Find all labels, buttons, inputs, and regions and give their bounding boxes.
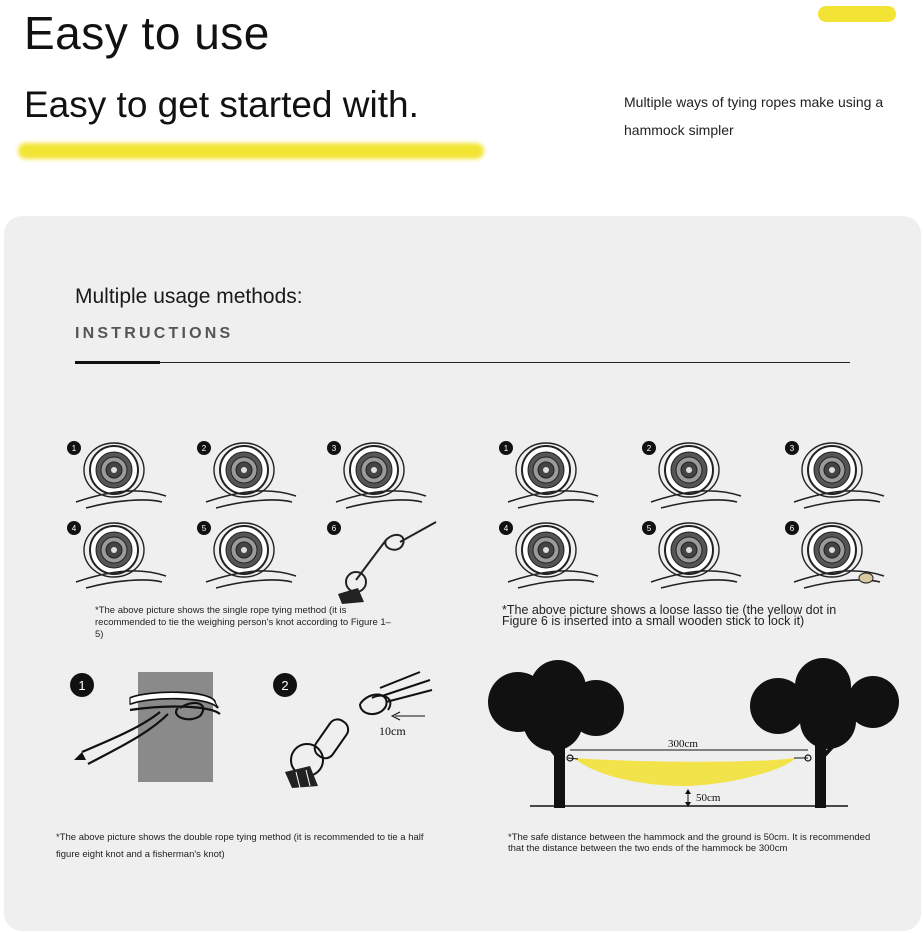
step-number: 4 (71, 524, 77, 533)
side-note: Multiple ways of tying ropes make using a hammock simpler (624, 94, 884, 138)
step-number: 1 (503, 444, 509, 453)
svg-text:2: 2 (281, 678, 289, 693)
lasso-step-4 (499, 521, 598, 588)
step-number: 2 (201, 444, 207, 453)
lasso-step-1 (499, 441, 598, 508)
step-number: 6 (789, 524, 795, 533)
single-rope-caption: *The above picture shows the single rope tying method (it is recommended to tie the weighing person's knot according to Figure 1–5) (95, 605, 391, 640)
step-number: 3 (789, 444, 795, 453)
hammock-body (574, 758, 796, 786)
page-title: Easy to use (24, 7, 270, 59)
span-label: 300cm (668, 738, 698, 750)
step-number: 1 (71, 444, 77, 453)
single-rope-step-1 (67, 441, 166, 508)
step-number: 3 (331, 444, 337, 453)
single-rope-step-5 (197, 521, 296, 588)
lasso-caption: *The above picture shows a loose lasso tie (the yellow dot in Figure 6 is inserted into a small wooden stick to lock it) (502, 603, 837, 628)
left-tree-icon (488, 660, 624, 808)
single-rope-step-6 (327, 521, 436, 604)
wooden-stick-icon (859, 573, 873, 583)
lasso-step-2 (642, 441, 741, 508)
lasso-step-6 (785, 521, 884, 588)
step-badge-1 (70, 673, 94, 697)
single-rope-grid (66, 440, 476, 610)
lasso-grid (498, 440, 923, 610)
svg-text:1: 1 (78, 678, 86, 693)
divider-line (160, 362, 850, 363)
section-subtitle: INSTRUCTIONS (75, 325, 234, 342)
measure-10cm: 10cm (379, 724, 406, 738)
step-number: 5 (646, 524, 652, 533)
height-label: 50cm (696, 792, 721, 804)
single-rope-step-4 (67, 521, 166, 588)
step-number: 2 (646, 444, 652, 453)
right-tree-icon (750, 658, 899, 808)
step-number: 6 (331, 524, 337, 533)
single-rope-step-3 (327, 441, 426, 508)
section-title: Multiple usage methods: (75, 285, 303, 308)
step-number: 4 (503, 524, 509, 533)
carabiner-knot-icon (291, 672, 432, 776)
yellow-accent-mark (818, 6, 896, 22)
page-subtitle: Easy to get started with. (24, 84, 419, 125)
lasso-step-3 (785, 441, 884, 508)
step-badge-2 (273, 673, 297, 697)
lasso-step-5 (642, 521, 741, 588)
hammock-caption: *The safe distance between the hammock and the ground is 50cm. It is recommended that the distance between the two ends of the hammock be 300cm (508, 832, 871, 854)
step-number: 5 (201, 524, 207, 533)
single-rope-step-2 (197, 441, 296, 508)
divider-accent (75, 361, 160, 364)
tree-trunk-icon (138, 672, 213, 782)
hammock-diagram (478, 666, 898, 816)
double-rope-caption: *The above picture shows the double rope tying method (it is recommended to tie a half figure eight knot and a fisherman's knot) (56, 832, 424, 860)
double-rope-diagram (60, 668, 460, 798)
yellow-highlight-stroke (18, 143, 484, 159)
